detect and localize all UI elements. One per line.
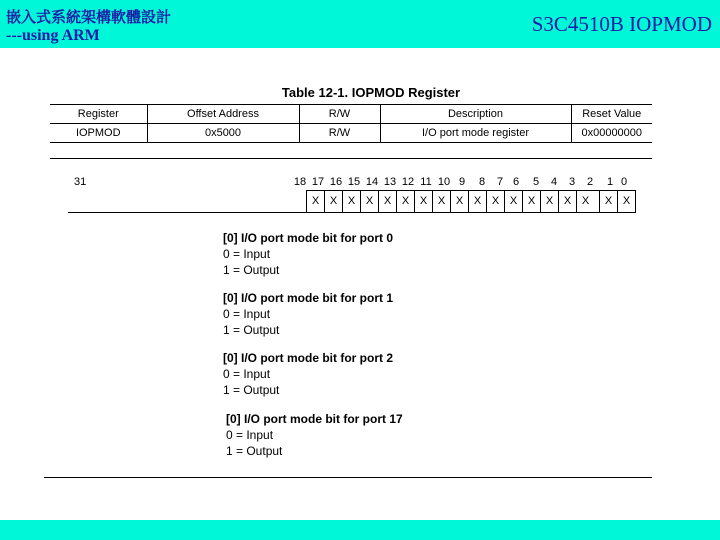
cell-description: I/O port mode register xyxy=(380,124,571,143)
cell-register: IOPMOD xyxy=(50,124,147,143)
bit-cell: X xyxy=(540,191,558,212)
register-table xyxy=(50,104,652,143)
bit-number: 12 xyxy=(401,176,415,188)
bit-number: 7 xyxy=(496,176,504,188)
bit-cell: X xyxy=(486,191,504,212)
header-reset-value: Reset Value xyxy=(571,105,652,124)
bit-cell: X xyxy=(324,191,342,212)
desc-title: [0] I/O port mode bit for port 0 xyxy=(223,231,393,245)
bit-number: 15 xyxy=(347,176,361,188)
desc-input: 0 = Input xyxy=(223,307,271,321)
bit-cell: X xyxy=(617,191,635,212)
footer-bar xyxy=(0,520,720,540)
bit-cell: X xyxy=(576,191,594,212)
bit-number: 4 xyxy=(550,176,558,188)
table-header-row xyxy=(50,105,652,124)
bit-number: 14 xyxy=(365,176,379,188)
bit-cell: X xyxy=(342,191,360,212)
bit-cell: X xyxy=(522,191,540,212)
desc-output: 1 = Output xyxy=(223,263,280,277)
header-description: Description xyxy=(380,105,571,124)
bit-number: 5 xyxy=(532,176,540,188)
bit-cell: X xyxy=(450,191,468,212)
bit-number: 3 xyxy=(568,176,576,188)
header-register: Register xyxy=(50,105,147,124)
bit-number: 10 xyxy=(437,176,451,188)
separator-line xyxy=(50,158,652,159)
bit-number: 16 xyxy=(329,176,343,188)
desc-port2 xyxy=(223,350,393,398)
bit-cell: X xyxy=(414,191,432,212)
bit-number: 0 xyxy=(620,176,628,188)
desc-input: 0 = Input xyxy=(223,247,271,261)
desc-output: 1 = Output xyxy=(223,383,280,397)
desc-input: 0 = Input xyxy=(223,367,271,381)
header-bar xyxy=(0,0,720,48)
bit-number: 9 xyxy=(458,176,466,188)
slide-title: S3C4510B IOPMOD xyxy=(531,12,712,36)
desc-title: [0] I/O port mode bit for port 17 xyxy=(226,412,403,426)
bit-number-31: 31 xyxy=(74,176,87,188)
bit-number: 1 xyxy=(606,176,614,188)
bit-number: 8 xyxy=(478,176,486,188)
desc-output: 1 = Output xyxy=(226,444,283,458)
desc-title: [0] I/O port mode bit for port 2 xyxy=(223,351,393,365)
table-row xyxy=(50,124,652,143)
cell-reset-value: 0x00000000 xyxy=(571,124,652,143)
bit-cell: X xyxy=(306,191,324,212)
desc-title: [0] I/O port mode bit for port 1 xyxy=(223,291,393,305)
bit-number: 17 xyxy=(311,176,325,188)
bit-number: 13 xyxy=(383,176,397,188)
bit-cell: X xyxy=(504,191,522,212)
bit-cell: X xyxy=(558,191,576,212)
header-rw: R/W xyxy=(299,105,380,124)
header-offset-address: Offset Address xyxy=(147,105,299,124)
desc-port17 xyxy=(226,411,403,459)
desc-output: 1 = Output xyxy=(223,323,280,337)
bit-row-bottom-border xyxy=(68,212,636,213)
bit-cell: X xyxy=(599,191,617,212)
cell-offset-address: 0x5000 xyxy=(147,124,299,143)
bit-number: 18 xyxy=(293,176,307,188)
bit-cell: X xyxy=(396,191,414,212)
bit-number: 11 xyxy=(420,176,432,188)
desc-input: 0 = Input xyxy=(226,428,274,442)
bit-cell: X xyxy=(432,191,450,212)
course-subtitle: ---using ARM xyxy=(6,27,100,44)
bit-number: 6 xyxy=(512,176,520,188)
bit-cell: X xyxy=(378,191,396,212)
bottom-rule xyxy=(44,477,652,478)
cell-rw: R/W xyxy=(299,124,380,143)
course-title: 嵌入式系統架構軟體設計 xyxy=(6,8,172,26)
bit-cell: X xyxy=(468,191,486,212)
bit-row-right-border xyxy=(635,191,636,212)
bit-cell: X xyxy=(360,191,378,212)
desc-port1 xyxy=(223,290,393,338)
table-caption: Table 12-1. IOPMOD Register xyxy=(281,85,461,100)
bit-number: 2 xyxy=(586,176,594,188)
desc-port0 xyxy=(223,230,393,278)
